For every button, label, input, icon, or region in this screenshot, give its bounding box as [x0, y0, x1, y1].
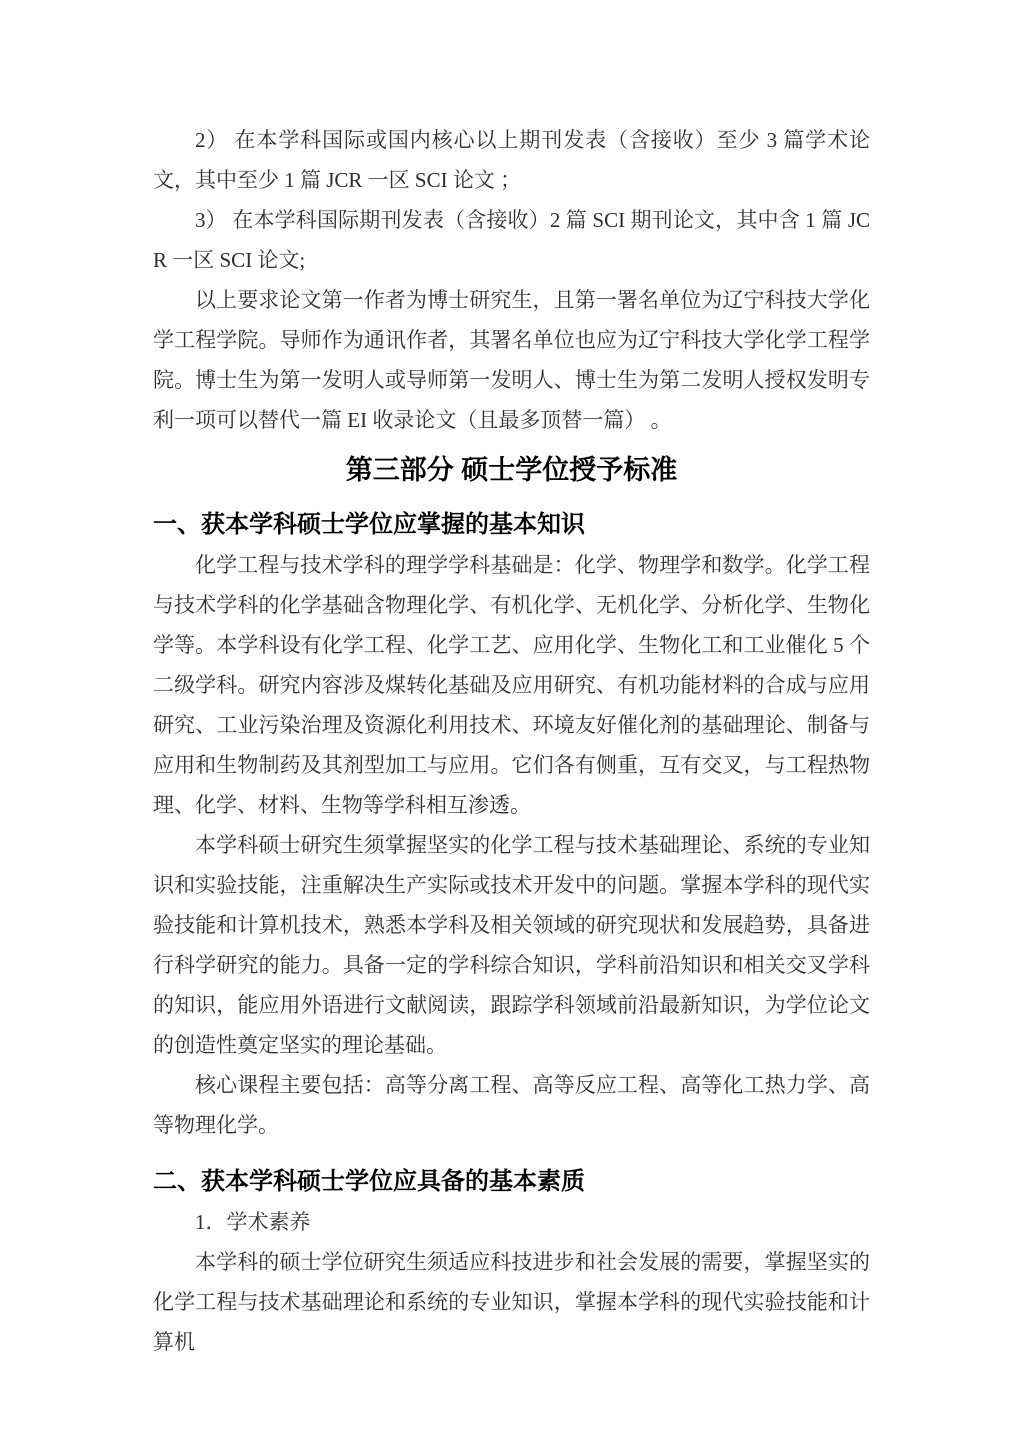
subheading-academic-literacy: 1．学术素养 — [195, 1210, 311, 1234]
section-heading-basic-quality: 二、获本学科硕士学位应具备的基本素质 — [153, 1168, 585, 1195]
paragraph-publication-item-3: 3） 在本学科国际期刊发表（含接收）2 篇 SCI 期刊论文，其中含 1 篇 JCR 一区 SCI 论文; — [153, 208, 870, 272]
paragraph-publication-item-2: 2） 在本学科国际或国内核心以上期刊发表（含接收）至少 3 篇学术论文，其中至少 1 篇 JCR 一区 SCI 论文 ； — [153, 128, 870, 192]
paragraph-author-requirements: 以上要求论文第一作者为博士研究生，且第一署名单位为辽宁科技大学化学工程学院。导师作为通讯作者，其署名单位也应为辽宁科技大学化学工程学院。博士生为第一发明人或导师第一发明人、博士生为第二发明人授权发明专利一项可以替代一篇 EI 收录论文（且最多顶替一篇） 。 — [153, 288, 870, 432]
paragraph-master-requirements: 本学科硕士研究生须掌握坚实的化学工程与技术基础理论、系统的专业知识和实验技能，注重解决生产实际或技术开发中的问题。掌握本学科的现代实验技能和计算机技术，熟悉本学科及相关领域的研究现状和发展趋势，具备进行科学研究的能力。具备一定的学科综合知识，学科前沿知识和相关交叉学科的知识，能应用外语进行文献阅读，跟踪学科领域前沿最新知识，为学位论文的创造性奠定坚实的理论基础。 — [153, 833, 870, 1057]
paragraph-core-courses: 核心课程主要包括：高等分离工程、高等反应工程、高等化工热力学、高等物理化学。 — [153, 1073, 870, 1137]
part-three-title: 第三部分 硕士学位授予标准 — [345, 455, 678, 485]
paragraph-discipline-basis: 化学工程与技术学科的理学学科基础是：化学、物理学和数学。化学工程与技术学科的化学基础含物理化学、有机化学、无机化学、分析化学、生物化学等。本学科设有化学工程、化学工艺、应用化学、生物化工和工业催化 5 个二级学科。研究内容涉及煤转化基础及应用研究、有机功能材料的合成与应用研究、工业污染治理及资源化利用技术、环境友好催化剂的基础理论、制备与应用和生物制药及其剂型加工与应用。它们各有侧重，互有交叉，与工程热物理、化学、材料、生物等学科相互渗透。 — [153, 553, 870, 817]
document-content — [153, 120, 870, 1362]
paragraph-academic-literacy-body: 本学科的硕士学位研究生须适应科技进步和社会发展的需要，掌握坚实的化学工程与技术基础理论和系统的专业知识，掌握本学科的现代实验技能和计算机 — [153, 1250, 870, 1354]
section-heading-basic-knowledge: 一、获本学科硕士学位应掌握的基本知识 — [153, 511, 585, 538]
